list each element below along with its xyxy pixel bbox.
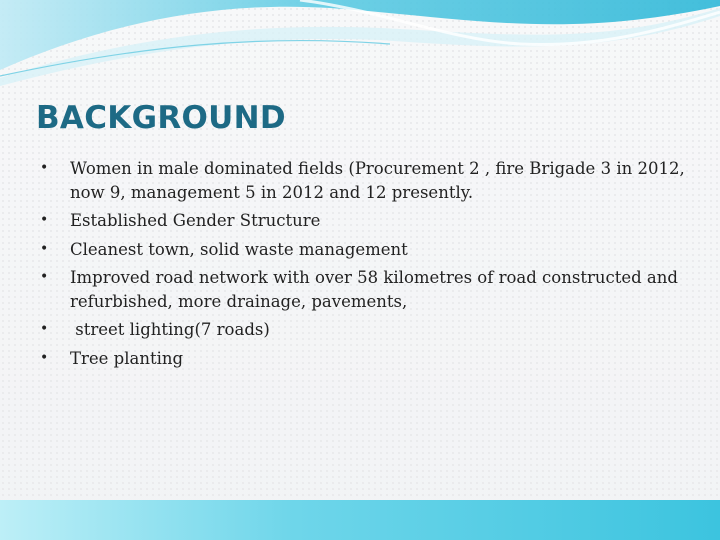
bullet-icon: • (40, 349, 49, 366)
bullet-text: Tree planting (70, 348, 184, 368)
bullet-icon: • (40, 269, 49, 285)
bullet-item-gender-structure (40, 209, 700, 233)
bullet-item-women-fields (40, 157, 700, 204)
slide-title: BACKGROUND (36, 100, 286, 136)
top-wave-decoration (0, 0, 720, 100)
bullet-list (40, 157, 700, 375)
bullet-item-street-lighting (40, 318, 700, 342)
bullet-icon: • (40, 240, 49, 257)
bullet-text: Women in male dominated fields (Procurement 2 , fire Brigade 3 in 2012, now 9, management 5 in 2012 and 12 presently. (70, 159, 685, 202)
bullet-icon: • (40, 212, 49, 228)
bullet-item-cleanest-town (40, 238, 700, 262)
bullet-icon: • (40, 160, 49, 176)
bullet-icon: • (40, 321, 49, 337)
bullet-text: street lighting(7 roads) (70, 320, 270, 339)
bullet-item-road-network (40, 266, 700, 313)
bullet-text: Established Gender Structure (70, 211, 321, 230)
bullet-text: Improved road network with over 58 kilometres of road constructed and refurbished, more drainage, pavements, (70, 268, 678, 311)
bullet-item-tree-planting (40, 347, 700, 371)
bottom-accent-bar (0, 500, 720, 540)
bullet-text: Cleanest town, solid waste management (70, 239, 408, 259)
